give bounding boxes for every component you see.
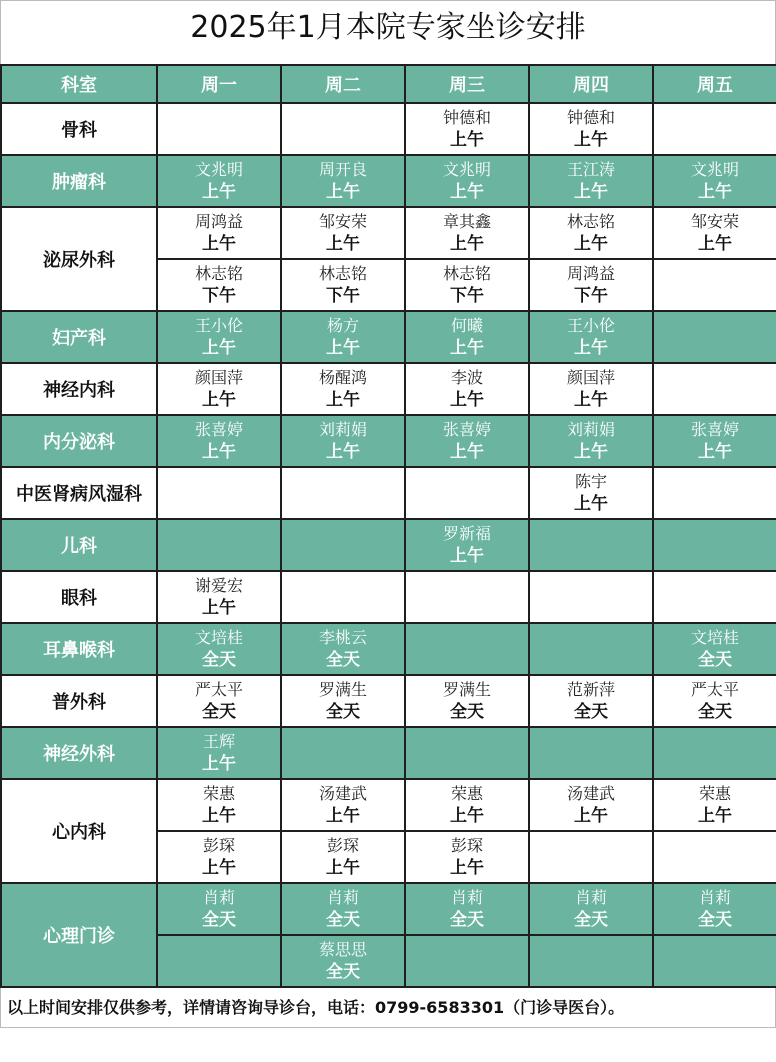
session-time: 上午 <box>202 598 236 618</box>
schedule-cell <box>653 675 776 727</box>
schedule-cell <box>281 311 405 363</box>
doctor-name: 张喜婷 <box>690 420 739 439</box>
schedule-cell <box>157 571 281 623</box>
schedule-cell <box>529 259 653 311</box>
session-time: 上午 <box>326 182 360 202</box>
session-time: 上午 <box>574 494 608 514</box>
session-time: 上午 <box>450 130 484 150</box>
doctor-name: 彭琛 <box>450 836 483 855</box>
schedule-cell <box>157 675 281 727</box>
doctor-name: 杨方 <box>326 316 359 335</box>
schedule-cell <box>653 935 776 987</box>
header-tuesday: 周二 <box>281 65 405 103</box>
department-name: 耳鼻喉科 <box>1 623 157 675</box>
schedule-row <box>1 311 776 363</box>
doctor-name: 谢爱宏 <box>194 576 243 595</box>
session-time: 上午 <box>574 130 608 150</box>
doctor-name: 钟德和 <box>566 108 615 127</box>
session-time: 上午 <box>574 442 608 462</box>
session-time: 下午 <box>450 286 484 306</box>
doctor-name: 彭琛 <box>326 836 359 855</box>
session-time: 全天 <box>202 650 236 670</box>
schedule-table <box>0 64 776 988</box>
schedule-cell <box>529 831 653 883</box>
schedule-cell <box>529 207 653 259</box>
session-time: 上午 <box>202 754 236 774</box>
doctor-name: 邹安荣 <box>690 212 739 231</box>
doctor-name: 荣惠 <box>450 784 483 803</box>
session-time: 上午 <box>202 338 236 358</box>
session-time: 下午 <box>202 286 236 306</box>
doctor-name: 陈宇 <box>574 472 607 491</box>
session-time: 下午 <box>326 286 360 306</box>
doctor-name: 肖莉 <box>450 888 483 907</box>
doctor-name: 罗新福 <box>442 524 491 543</box>
doctor-name: 章其鑫 <box>442 212 491 231</box>
doctor-name: 王江涛 <box>566 160 615 179</box>
doctor-name: 肖莉 <box>574 888 607 907</box>
schedule-cell <box>281 155 405 207</box>
schedule-cell <box>281 571 405 623</box>
doctor-name: 罗满生 <box>442 680 491 699</box>
session-time: 上午 <box>450 182 484 202</box>
schedule-cell <box>281 727 405 779</box>
schedule-cell <box>157 207 281 259</box>
schedule-cell <box>405 103 529 155</box>
header-dept: 科室 <box>1 65 157 103</box>
schedule-cell <box>405 727 529 779</box>
schedule-cell <box>157 103 281 155</box>
department-name: 内分泌科 <box>1 415 157 467</box>
doctor-name: 杨醒鸿 <box>318 368 367 387</box>
session-time: 全天 <box>326 910 360 930</box>
session-time: 上午 <box>574 338 608 358</box>
schedule-cell <box>529 935 653 987</box>
doctor-name: 荣惠 <box>698 784 731 803</box>
schedule-cell <box>281 467 405 519</box>
schedule-cell <box>281 259 405 311</box>
schedule-row <box>1 519 776 571</box>
schedule-cell <box>529 519 653 571</box>
schedule-cell <box>653 623 776 675</box>
schedule-cell <box>281 363 405 415</box>
doctor-name: 邹安荣 <box>318 212 367 231</box>
schedule-cell <box>281 935 405 987</box>
department-name: 儿科 <box>1 519 157 571</box>
schedule-cell <box>157 779 281 831</box>
department-name: 泌尿外科 <box>1 207 157 311</box>
session-time: 全天 <box>698 702 732 722</box>
doctor-name: 文兆明 <box>442 160 491 179</box>
doctor-name: 颜国萍 <box>566 368 615 387</box>
doctor-name: 何曦 <box>450 316 483 335</box>
page-title: 2025年1月本院专家坐诊安排 <box>0 0 776 64</box>
schedule-cell <box>405 207 529 259</box>
doctor-name: 刘莉娟 <box>318 420 367 439</box>
department-name: 眼科 <box>1 571 157 623</box>
doctor-name: 严太平 <box>690 680 739 699</box>
schedule-cell <box>405 259 529 311</box>
header-thursday: 周四 <box>529 65 653 103</box>
schedule-row <box>1 675 776 727</box>
schedule-cell <box>529 363 653 415</box>
doctor-name: 周鸿益 <box>194 212 243 231</box>
doctor-name: 周鸿益 <box>566 264 615 283</box>
department-name: 中医肾病风湿科 <box>1 467 157 519</box>
schedule-body <box>1 103 776 987</box>
session-time: 上午 <box>202 858 236 878</box>
schedule-cell <box>529 883 653 935</box>
session-time: 全天 <box>326 962 360 982</box>
schedule-cell <box>281 675 405 727</box>
doctor-name: 王小伦 <box>194 316 243 335</box>
session-time: 全天 <box>326 650 360 670</box>
department-name: 妇产科 <box>1 311 157 363</box>
schedule-cell <box>157 155 281 207</box>
doctor-name: 文兆明 <box>690 160 739 179</box>
doctor-name: 王辉 <box>202 732 235 751</box>
doctor-name: 李波 <box>450 368 483 387</box>
session-time: 上午 <box>698 442 732 462</box>
session-time: 上午 <box>574 390 608 410</box>
schedule-cell <box>157 467 281 519</box>
session-time: 全天 <box>202 910 236 930</box>
header-monday: 周一 <box>157 65 281 103</box>
department-name: 心内科 <box>1 779 157 883</box>
schedule-cell <box>653 363 776 415</box>
schedule-row <box>1 883 776 935</box>
schedule-cell <box>281 519 405 571</box>
schedule-cell <box>157 831 281 883</box>
session-time: 全天 <box>202 702 236 722</box>
schedule-cell <box>653 103 776 155</box>
schedule-cell <box>529 103 653 155</box>
doctor-name: 文培桂 <box>690 628 739 647</box>
session-time: 全天 <box>326 702 360 722</box>
schedule-cell <box>405 363 529 415</box>
schedule-cell <box>529 779 653 831</box>
schedule-cell <box>653 779 776 831</box>
schedule-cell <box>653 207 776 259</box>
schedule-cell <box>157 623 281 675</box>
session-time: 上午 <box>202 806 236 826</box>
session-time: 上午 <box>450 234 484 254</box>
schedule-cell <box>281 831 405 883</box>
schedule-row <box>1 207 776 259</box>
session-time: 上午 <box>326 858 360 878</box>
schedule-cell <box>529 415 653 467</box>
schedule-cell <box>405 571 529 623</box>
schedule-cell <box>405 779 529 831</box>
schedule-cell <box>405 467 529 519</box>
header-row <box>1 65 776 103</box>
doctor-name: 文培桂 <box>194 628 243 647</box>
doctor-name: 林志铭 <box>442 264 491 283</box>
schedule-cell <box>653 571 776 623</box>
schedule-cell <box>281 415 405 467</box>
doctor-name: 肖莉 <box>202 888 235 907</box>
schedule-row <box>1 415 776 467</box>
schedule-cell <box>157 363 281 415</box>
header-friday: 周五 <box>653 65 776 103</box>
doctor-name: 彭琛 <box>202 836 235 855</box>
schedule-cell <box>405 519 529 571</box>
session-time: 上午 <box>450 546 484 566</box>
doctor-name: 钟德和 <box>442 108 491 127</box>
schedule-cell <box>281 103 405 155</box>
doctor-name: 林志铭 <box>194 264 243 283</box>
session-time: 全天 <box>450 702 484 722</box>
schedule-cell <box>157 259 281 311</box>
session-time: 上午 <box>574 182 608 202</box>
session-time: 上午 <box>450 442 484 462</box>
session-time: 上午 <box>202 442 236 462</box>
doctor-name: 周开良 <box>318 160 367 179</box>
session-time: 上午 <box>326 806 360 826</box>
doctor-name: 李桃云 <box>318 628 367 647</box>
schedule-cell <box>653 519 776 571</box>
schedule-row <box>1 623 776 675</box>
session-time: 上午 <box>450 858 484 878</box>
schedule-cell <box>281 207 405 259</box>
doctor-name: 罗满生 <box>318 680 367 699</box>
doctor-name: 汤建武 <box>566 784 615 803</box>
doctor-name: 蔡思思 <box>318 940 367 959</box>
schedule-cell <box>405 155 529 207</box>
doctor-name: 严太平 <box>194 680 243 699</box>
doctor-name: 林志铭 <box>566 212 615 231</box>
header-wednesday: 周三 <box>405 65 529 103</box>
department-name: 神经内科 <box>1 363 157 415</box>
footer-note: 以上时间安排仅供参考，详情请咨询导诊台，电话：0799-6583301（门诊导医台）。 <box>0 988 776 1028</box>
schedule-cell <box>157 311 281 363</box>
session-time: 上午 <box>326 390 360 410</box>
session-time: 全天 <box>574 910 608 930</box>
doctor-name: 刘莉娟 <box>566 420 615 439</box>
schedule-cell <box>405 935 529 987</box>
schedule-cell <box>529 623 653 675</box>
session-time: 上午 <box>574 806 608 826</box>
session-time: 下午 <box>574 286 608 306</box>
schedule-cell <box>157 883 281 935</box>
department-name: 心理门诊 <box>1 883 157 987</box>
schedule-cell <box>653 155 776 207</box>
schedule-row <box>1 363 776 415</box>
session-time: 上午 <box>202 234 236 254</box>
session-time: 全天 <box>698 650 732 670</box>
doctor-name: 颜国萍 <box>194 368 243 387</box>
schedule-cell <box>653 415 776 467</box>
schedule-cell <box>529 727 653 779</box>
schedule-row <box>1 571 776 623</box>
schedule-cell <box>529 155 653 207</box>
session-time: 上午 <box>326 234 360 254</box>
schedule-cell <box>405 831 529 883</box>
doctor-name: 张喜婷 <box>194 420 243 439</box>
schedule-cell <box>157 935 281 987</box>
schedule-row <box>1 467 776 519</box>
schedule-cell <box>405 623 529 675</box>
session-time: 上午 <box>450 390 484 410</box>
doctor-name: 肖莉 <box>326 888 359 907</box>
session-time: 全天 <box>574 702 608 722</box>
department-name: 肿瘤科 <box>1 155 157 207</box>
schedule-cell <box>653 831 776 883</box>
schedule-cell <box>653 467 776 519</box>
schedule-cell <box>405 883 529 935</box>
department-name: 神经外科 <box>1 727 157 779</box>
schedule-cell <box>405 675 529 727</box>
schedule-cell <box>529 467 653 519</box>
schedule-row <box>1 727 776 779</box>
schedule-row <box>1 155 776 207</box>
doctor-name: 王小伦 <box>566 316 615 335</box>
schedule-cell <box>405 415 529 467</box>
session-time: 上午 <box>574 234 608 254</box>
session-time: 上午 <box>698 806 732 826</box>
doctor-name: 张喜婷 <box>442 420 491 439</box>
doctor-name: 肖莉 <box>698 888 731 907</box>
schedule-cell <box>405 311 529 363</box>
department-name: 普外科 <box>1 675 157 727</box>
doctor-name: 汤建武 <box>318 784 367 803</box>
session-time: 上午 <box>202 182 236 202</box>
department-name: 骨科 <box>1 103 157 155</box>
schedule-cell <box>157 727 281 779</box>
schedule-cell <box>157 519 281 571</box>
schedule-row <box>1 103 776 155</box>
schedule-cell <box>157 415 281 467</box>
doctor-name: 范新萍 <box>566 680 615 699</box>
session-time: 上午 <box>698 234 732 254</box>
session-time: 上午 <box>326 338 360 358</box>
schedule-cell <box>281 779 405 831</box>
schedule-cell <box>529 675 653 727</box>
schedule-cell <box>653 883 776 935</box>
session-time: 上午 <box>326 442 360 462</box>
schedule-row <box>1 779 776 831</box>
session-time: 全天 <box>698 910 732 930</box>
schedule-cell <box>281 883 405 935</box>
session-time: 上午 <box>450 806 484 826</box>
schedule-cell <box>281 623 405 675</box>
schedule-cell <box>529 571 653 623</box>
doctor-name: 文兆明 <box>194 160 243 179</box>
schedule-cell <box>653 259 776 311</box>
doctor-name: 荣惠 <box>202 784 235 803</box>
session-time: 上午 <box>202 390 236 410</box>
schedule-cell <box>653 311 776 363</box>
doctor-name: 林志铭 <box>318 264 367 283</box>
schedule-cell <box>653 727 776 779</box>
session-time: 全天 <box>450 910 484 930</box>
session-time: 上午 <box>450 338 484 358</box>
schedule-cell <box>529 311 653 363</box>
session-time: 上午 <box>698 182 732 202</box>
